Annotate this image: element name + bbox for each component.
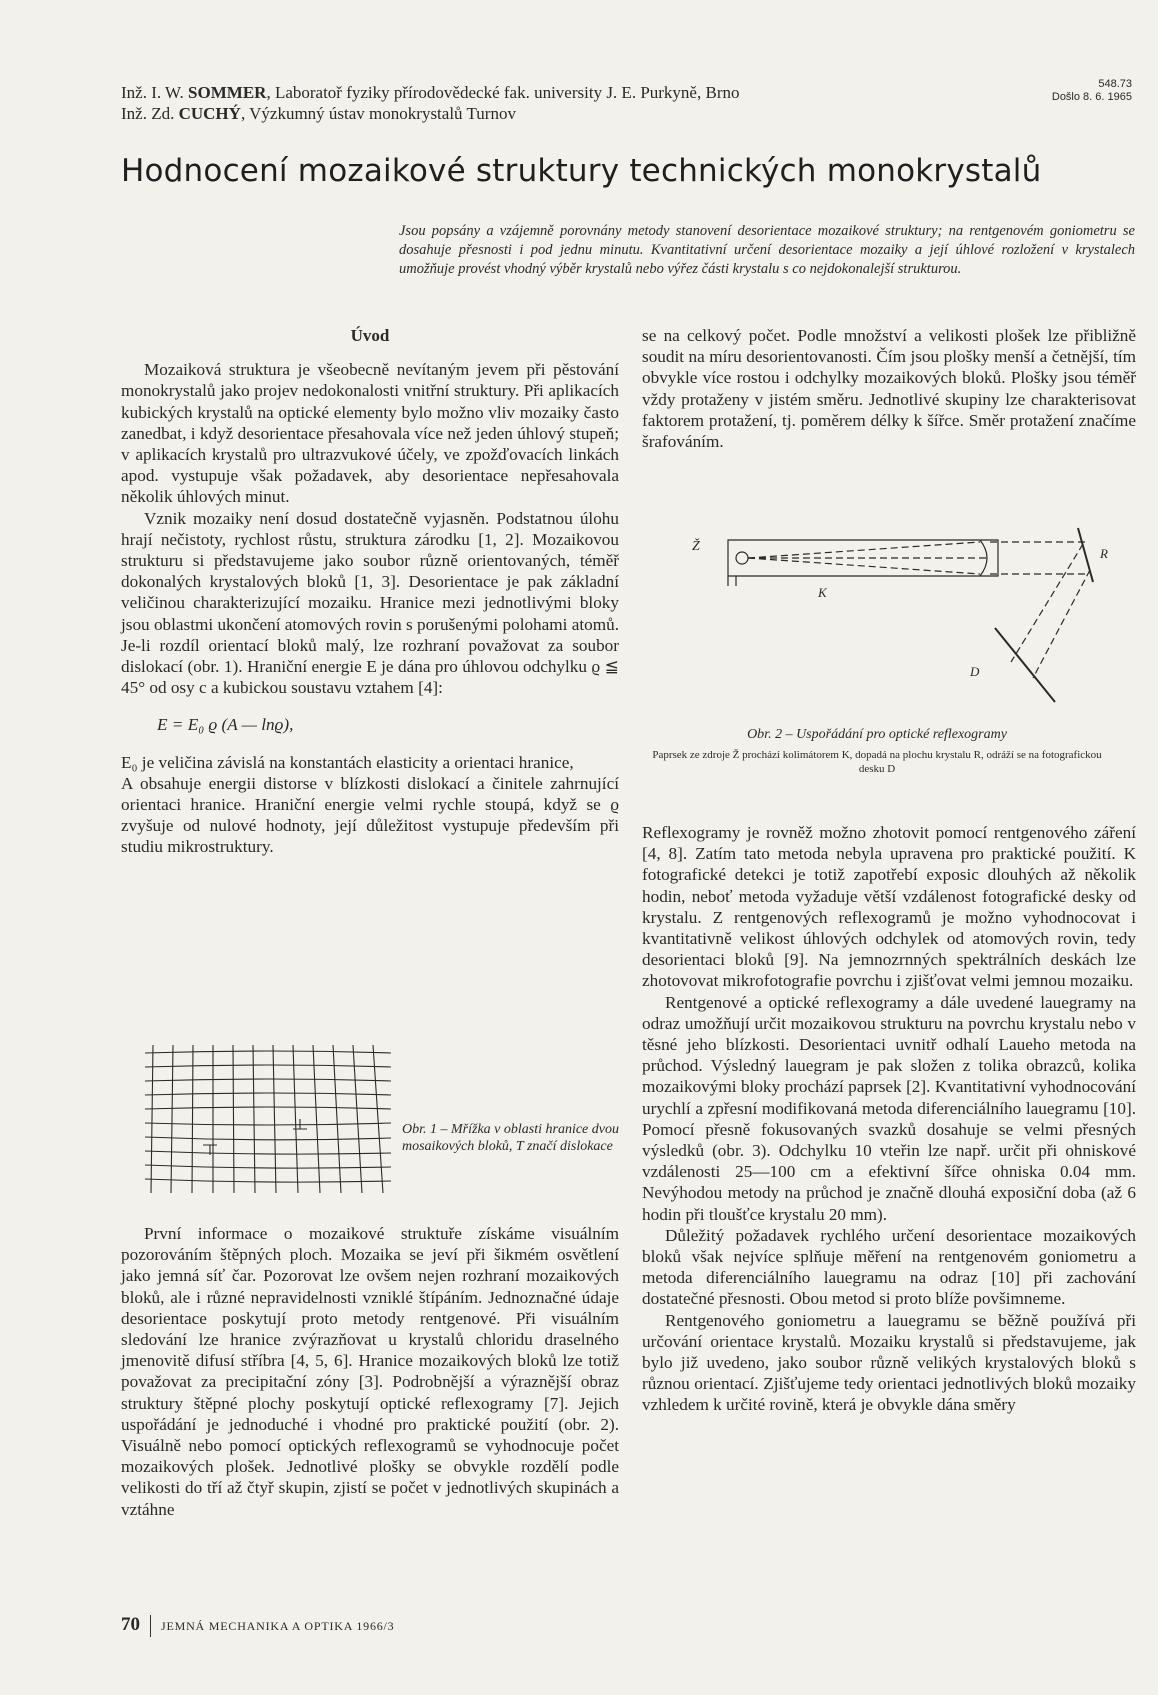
- author-block: [121, 82, 739, 124]
- paragraph: Vznik mozaiky není dosud dostatečně vyjasněn. Podstatnou úlohu hrají nečistoty, rychlost růstu, struktura zárodku [1, 2]. Mozaikovou strukturu si představujeme jako soubor různě orientovaných, téměř dokonalých krystalových bloků [1, 3]. Desorientace je pak základní veličinou charakterizující mozaiku. Hranice mezi jednotlivými bloky jsou oblastmi ukončení atomových rovin s porušenými polohami atomů. Je-li rozdíl orientací bloků malý, lze rozhraní považovat za soubor dislokací (obr. 1). Hraniční energie E je dána pro úhlovou odchylku ϱ ≦ 45° od osy c a kubickou soustavu vztahem [4]:: [121, 508, 619, 698]
- right-column-top: [642, 325, 1136, 452]
- figure-2-optical-setup: [690, 520, 1110, 705]
- paragraph: Mozaiková struktura je všeobecně nevítaným jevem při pěstování monokrystalů jako projev nedokonalosti vnitřní struktury. Při aplikacích kubických krystalů na optické elementy bylo možno vliv mozaiky často zanedbat, i když desorientace přesahovala více než jeden úhlový stupeň; v aplikacích krystalů pro ultrazvukové účely, ve zpožďovacích linkách apod. vystupuje však požadavek, aby desorientace nepřesahovala několik úhlových minut.: [121, 360, 619, 507]
- paragraph: Rentgenové a optické reflexogramy a dále uvedené lauegramy na odraz umožňují určit mozaikovou strukturu na povrchu krystalu nebo v těsné jeho blízkosti. Desorientaci uvnitř odhalí Laueho metoda na průchod. Výsledný lauegram je pak složen z tolika obrazců, kolika mozaikovými bloky prochází paprsek [2]. Kvantitativní vyhodnocování urychlí a zpřesní modifikovaná metoda diferenciálního lauegramu [10]. Pomocí přesně fokusovaných svazků dosahuje se velmi přesných výsledků (obr. 3). Odchylku 10 vteřin lze např. určit při ohniskové vzdálenosti 25—100 cm a efektivní šířce ohniska 0.04 mm. Nevýhodou metody na průchod je značně dlouhá exposiční doba (až 6 hodin při tloušťce krystalu 20 mm).: [642, 992, 1136, 1224]
- paragraph: První informace o mozaikové struktuře získáme visuálním pozorováním štěpných ploch. Mozaika se jeví při šikmém osvětlení jako jemná síť čar. Pozorovat lze ovšem nejen rozhraní mozaikových bloků, ale i různé nepravidelnosti vzniklé štípáním. Jednoznačné údaje desorientace poskytují proto metody rentgenové. Při visuálním sledování lze hranice zvýrazňovat u krystalů chloridu draselného jmenovitě difusí stříbra [4, 5, 6]. Hranice mozaikových bloků lze totiž považovat za precipitační zóny [3]. Podrobnější a výraznější obraz struktury štěpné plochy poskytují optické reflexogramy [7]. Jejich uspořádání je jednoduché i vhodné pro praktické použití (obr. 2). Visuálně nebo pomocí optických reflexogramů se vyhodnocuje počet mozaikových plošek. Jednotlivé plošky se obvykle rozdělí podle velikosti do tří až čtyř skupin, zjistí se počet v jednotlivých skupinách a vztáhne: [121, 1224, 619, 1519]
- author-2-name: CUCHÝ: [178, 104, 241, 123]
- paragraph: Rentgenového goniometru a lauegramu se běžně používá při určování orientace krystalů. Mozaiku krystalů si představujeme, jak bylo již uvedeno, jako soubor různě velikých krystalových bloků s různou orientací. Zjišťujeme tedy orientaci jednotlivých bloků mozaiky vzhledem k určité rovině, která je obvykle dána směry: [642, 1310, 1136, 1415]
- received-date: Došlo 8. 6. 1965: [1051, 91, 1132, 103]
- section-heading-uvod: Úvod: [350, 326, 390, 345]
- author-1: Inž. I. W. SOMMER, Laboratoř fyziky přírodovědecké fak. university J. E. Purkyně, Brno: [121, 83, 740, 102]
- paragraph: E₀ je veličina závislá na konstantách elasticity a orientaci hranice,: [121, 752, 574, 772]
- paragraph: Důležitý požadavek rychlého určení desorientace mozaikových bloků však nejvíce splňuje měření na rentgenovém goniometru a metoda diferenciálního lauegramu na odraz [10] při zachování dostatečné přesnosti. Obou metod si proto blíže povšimneme.: [642, 1225, 1136, 1309]
- right-column-bottom: [642, 822, 1136, 1416]
- paragraph: A obsahuje energii distorse v blízkosti dislokací a činitele zahrnující orientaci hranice. Hraniční energie velmi rychle stoupá, když se ϱ zvyšuje od nulové hodnoty, její důležitost vystupuje především při studiu mikrostruktury.: [121, 773, 619, 857]
- received-block: [1032, 78, 1132, 104]
- article-title: Hodnocení mozaikové struktury technických monokrystalů: [121, 153, 1042, 189]
- author-2: Inž. Zd. CUCHÝ, Výzkumný ústav monokrystalů Turnov: [121, 104, 516, 123]
- label-collimator-k: K: [818, 585, 827, 600]
- label-crystal-r: R: [1100, 546, 1108, 561]
- udc-code: 548.73: [1098, 78, 1132, 90]
- figure-1-caption: Obr. 1 – Mřížka v oblasti hranice dvou mosaikových bloků, T značí dislokace: [402, 1122, 619, 1154]
- page-footer: [121, 1614, 394, 1637]
- paragraph: Reflexogramy je rovněž možno zhotovit pomocí rentgenového záření [4, 8]. Zatím tato metoda nebyla upravena pro praktické použití. K fotografické detekci je totiž zapotřebí exposic dlouhých až několik hodin, neboť metoda vyžaduje větší vzdálenost fotografické desky od krystalu. Z rentgenových reflexogramů je možno vyhodnocovat i kvantitativně velikost úhlových odchylek od atomových rovin, tedy desorientaci bloků [9]. Na jemnozrnných spektrálních deskách lze zhotovovat mikrofotografie povrchu i zjišťovat velmi jemnou mozaiku.: [642, 823, 1136, 991]
- source-lamp: [736, 552, 748, 564]
- left-column-bottom: [121, 1223, 619, 1520]
- author-1-name: SOMMER: [188, 83, 267, 102]
- figure-1-lattice: [143, 1043, 393, 1195]
- journal-name: JEMNÁ MECHANIKA A OPTIKA 1966/3: [161, 1618, 395, 1633]
- label-plate-d: D: [970, 664, 980, 679]
- equation: E = E₀ ϱ (A — lnϱ),: [157, 715, 294, 735]
- figure-2-title: Obr. 2 – Uspořádání pro optické reflexogramy: [747, 727, 1007, 742]
- label-source-z: Ž: [692, 539, 700, 554]
- figure-2-caption: Paprsek ze zdroje Ž prochází kolimátorem K, dopadá na plochu krystalu R, odráží se na fotografickou desku D: [652, 749, 1102, 775]
- page-number: 70: [121, 1614, 140, 1635]
- left-column-top: [121, 325, 619, 858]
- footer-divider: [150, 1615, 151, 1637]
- paragraph: se na celkový počet. Podle množství a velikosti plošek lze přibližně soudit na míru desorientovanosti. Čím jsou plošky menší a četnější, tím obvykle více rostou i odchylky mozaikových bloků. Plošky jsou téměř vždy protaženy v jistém směru. Jednotlivé skupiny lze charakterisovat faktorem protažení, tj. poměrem délky k šířce. Směr protažení značíme šrafováním.: [642, 326, 1136, 452]
- abstract: Jsou popsány a vzájemně porovnány metody stanovení desorientace mozaikové struktury; na rentgenovém goniometru se dosahuje přesnosti i pod jednu minutu. Kvantitativní určení desorientace mozaiky a její úhlové rozložení v krystalech umožňuje provést vhodný výběr krystalů nebo výřez části krystalu s co nejdokonalejší strukturou.: [399, 223, 1135, 277]
